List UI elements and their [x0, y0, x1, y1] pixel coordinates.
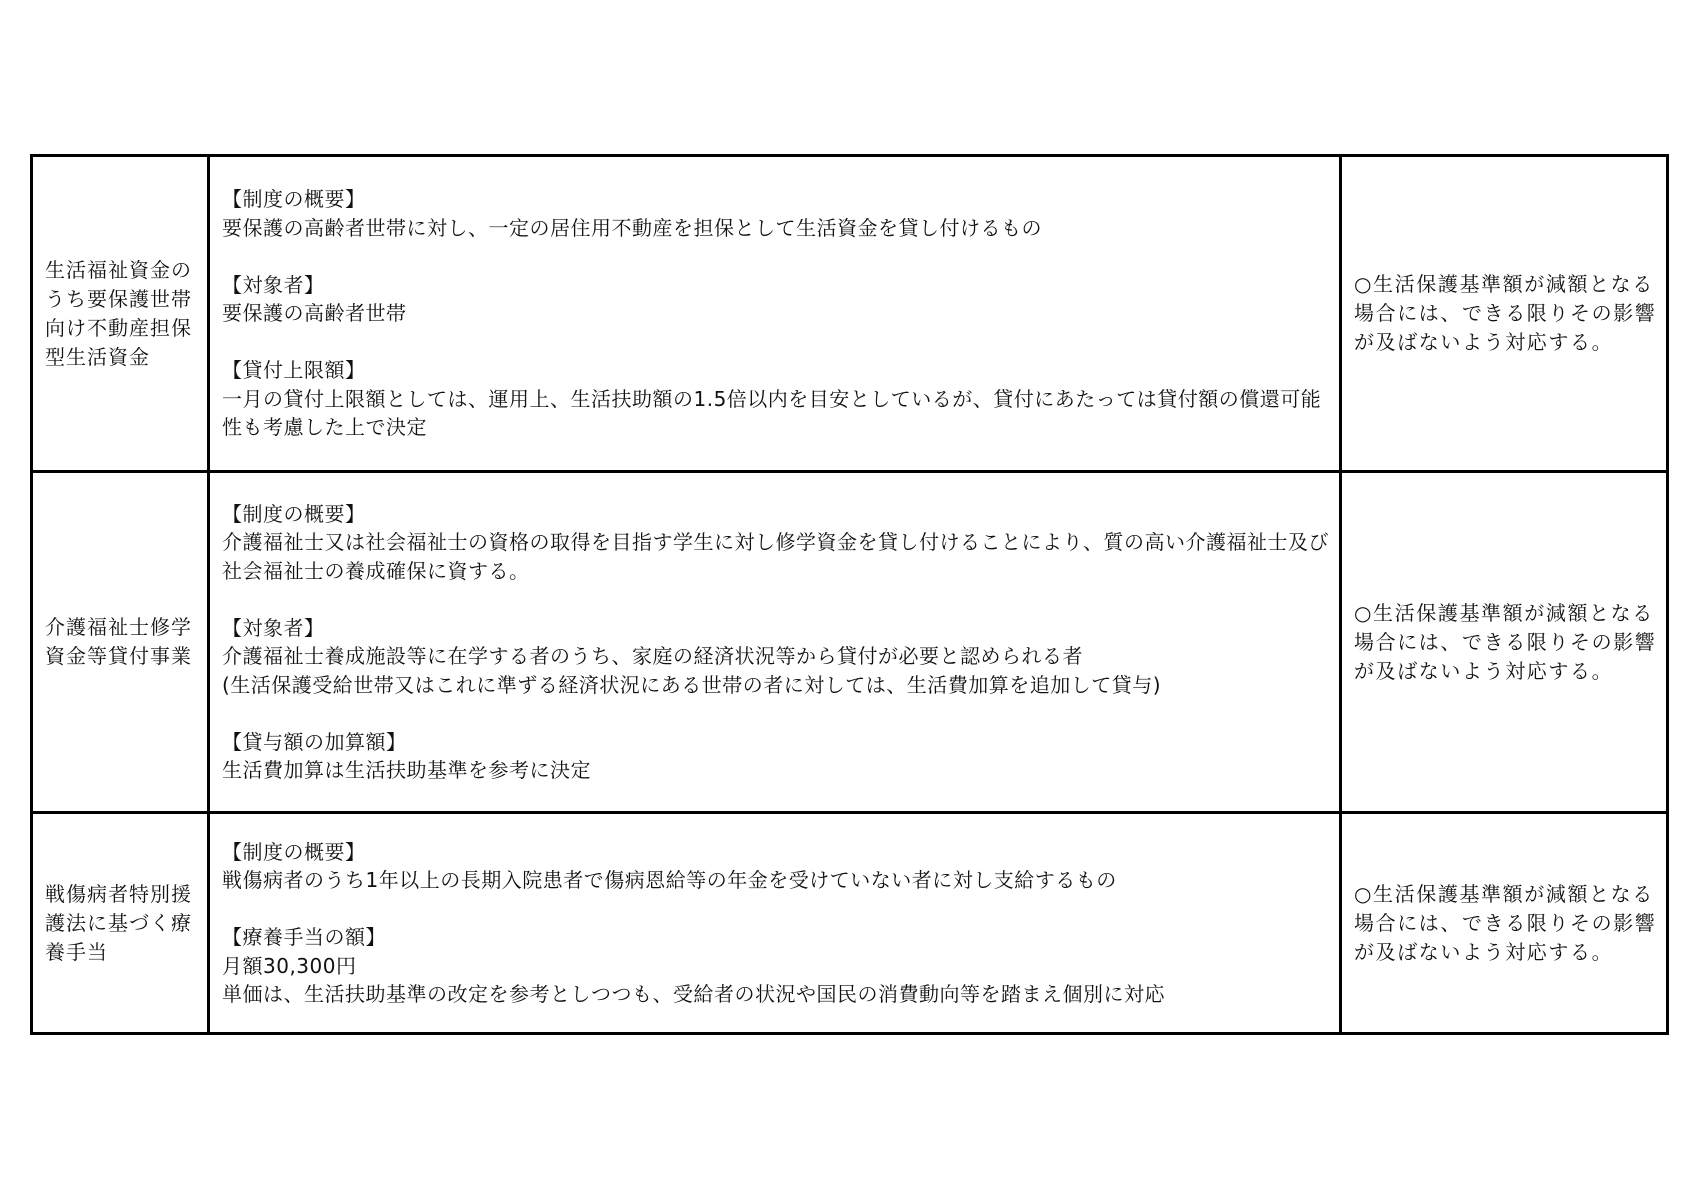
program-name: 介護福祉士修学資金等貸付事業 [45, 615, 192, 668]
section-text: 生活費加算は生活扶助基準を参考に決定 [222, 758, 591, 782]
program-table [30, 154, 1669, 1035]
description-section [222, 271, 1329, 328]
section-text: 介護福祉士又は社会福祉士の資格の取得を目指す学生に対し修学資金を貸し付けることにより、質の高い介護福祉士及び社会福祉士の養成確保に資する。 [222, 530, 1329, 583]
section-heading: 【制度の概要】 [222, 501, 366, 526]
program-name-cell [32, 813, 209, 1034]
description-section [222, 500, 1329, 586]
program-name: 生活福祉資金のうち要保護世帯向け不動産担保型生活資金 [45, 257, 192, 369]
section-text: 単価は、生活扶助基準の改定を参考としつつも、受給者の状況や国民の消費動向等を踏まえ個別に対応 [222, 982, 1165, 1006]
description-section [222, 728, 1329, 785]
section-text: (生活保護受給世帯又はこれに準ずる経済状況にある世帯の者に対しては、生活費加算を追加して貸与) [222, 672, 1162, 697]
program-description-cell [209, 156, 1341, 472]
section-heading: 【対象者】 [222, 272, 325, 297]
section-text: 要保護の高齢者世帯に対し、一定の居住用不動産を担保として生活資金を貸し付けるもの [222, 215, 1042, 240]
table-row [32, 472, 1668, 813]
section-text: 月額30,300円 [222, 953, 357, 978]
response-note-cell [1341, 156, 1668, 472]
response-note: ○生活保護基準額が減額となる場合には、できる限りその影響が及ばないよう対応する。 [1354, 881, 1657, 964]
section-text: 戦傷病者のうち1年以上の長期入院患者で傷病恩給等の年金を受けていない者に対し支給するもの [222, 868, 1117, 892]
description-section [222, 923, 1329, 1009]
section-text: 要保護の高齢者世帯 [222, 301, 407, 326]
description-section [222, 614, 1329, 700]
section-heading: 【制度の概要】 [222, 187, 366, 212]
response-note: ○生活保護基準額が減額となる場合には、できる限りその影響が及ばないよう対応する。 [1354, 600, 1657, 683]
program-name-cell [32, 156, 209, 472]
description-section [222, 838, 1329, 895]
section-heading: 【制度の概要】 [222, 839, 366, 864]
section-heading: 【対象者】 [222, 615, 325, 640]
section-text: 一月の貸付上限額としては、運用上、生活扶助額の1.5倍以内を目安としているが、貸付にあたっては貸付額の償還可能性も考慮した上で決定 [222, 386, 1322, 440]
table-row [32, 156, 1668, 472]
response-note-cell [1341, 813, 1668, 1034]
section-text: 介護福祉士養成施設等に在学する者のうち、家庭の経済状況等から貸付が必要と認められる者 [222, 644, 1083, 668]
description-section [222, 185, 1329, 242]
section-heading: 【貸付上限額】 [222, 358, 366, 383]
description-section [222, 356, 1329, 442]
program-description-cell [209, 813, 1341, 1034]
response-note: ○生活保護基準額が減額となる場合には、できる限りその影響が及ばないよう対応する。 [1354, 272, 1657, 354]
response-note-cell [1341, 472, 1668, 813]
section-heading: 【貸与額の加算額】 [222, 729, 407, 754]
program-description-cell [209, 472, 1341, 813]
table-row [32, 813, 1668, 1034]
section-heading: 【療養手当の額】 [222, 925, 386, 949]
program-name: 戦傷病者特別援護法に基づく療養手当 [45, 881, 192, 964]
program-name-cell [32, 472, 209, 813]
